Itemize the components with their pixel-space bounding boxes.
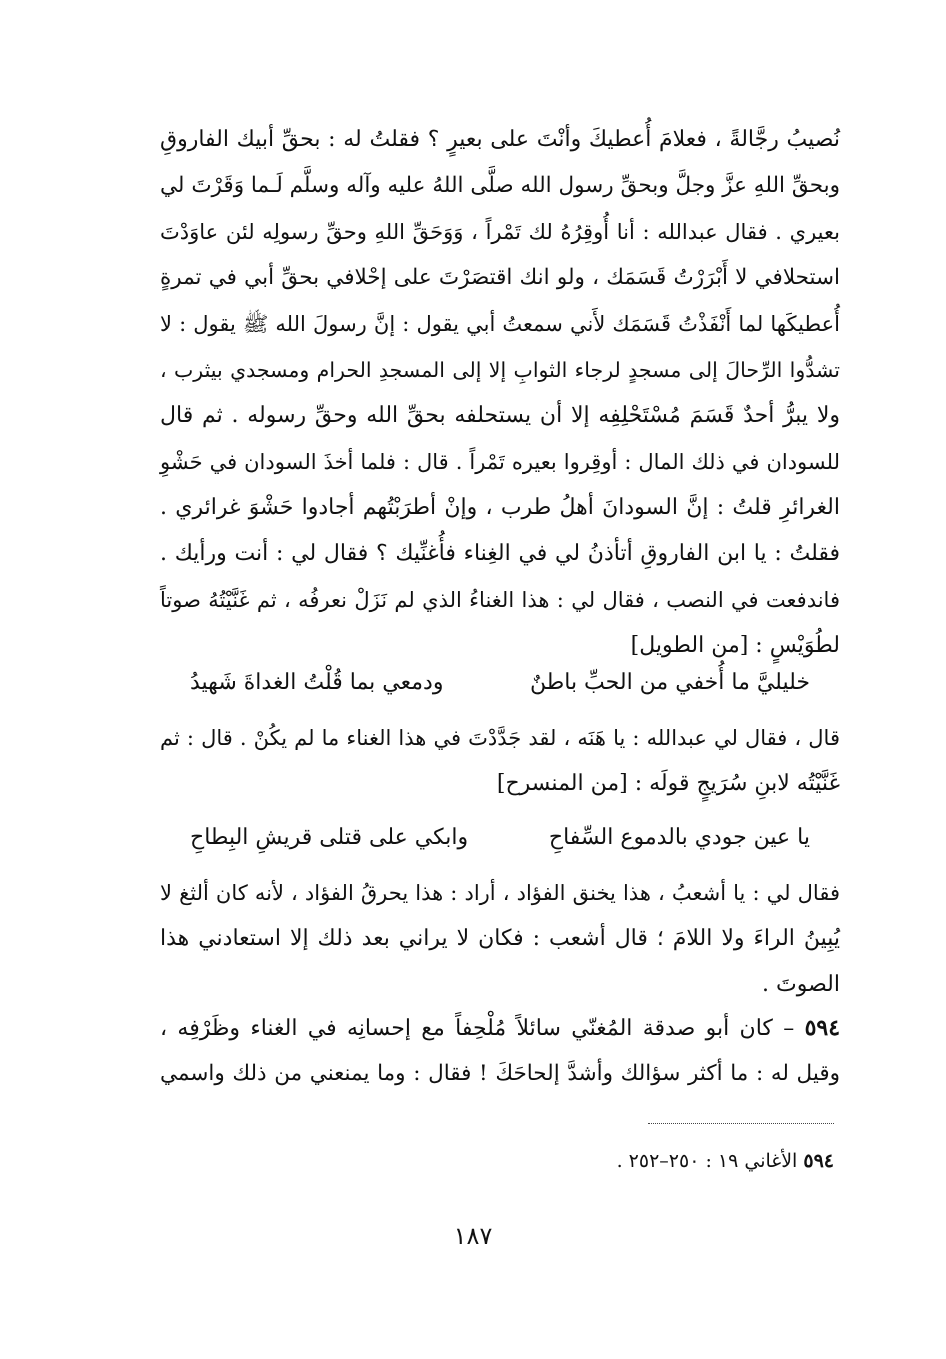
verse-2 [190, 815, 810, 861]
text-line: فقال لي : يا أشعبُ ، هذا يخنق الفؤاد ، أراد : هذا يحرقُ الفؤاد ، لأنه كان ألثغ لا [160, 881, 840, 905]
text-line [160, 1005, 840, 1051]
page-number: ١٨٧ [453, 1222, 493, 1250]
verse-first-hemistich: يا عين جودي بالدموع السِّفاحِ [548, 825, 810, 850]
text-line: يُبِينُ الراءَ ولا اللامَ ؛ قال أشعب : فكان لا يراني بعد ذلك إلا استعادني هذا [160, 926, 840, 951]
footnote [400, 1150, 834, 1172]
text-line: قال ، فقال لي عبدالله : يا هَنَه ، لقد جَدَّدْتَ في هذا الغناء ما لم يكُنْ . قال : ثم [160, 726, 840, 750]
text-line: استحلافي لا أَبْرَرْتُ قَسَمَك ، ولو انك اقتصَرْتَ على إحْلافي بحقِّ أبي في تمرةٍ [160, 265, 840, 290]
entry-text: – كان أبو صدقة المُغنّي سائلاً مُلْحِفاً مع إحسانِه في الغناء وظَرْفِه ، [160, 1016, 795, 1041]
text-line: فقلتُ : يا ابن الفاروقِ أتأذنُ لي في الغِناء فأُغنِّيك ؟ فقال لي : أنت ورأيك . [160, 541, 840, 566]
text-line: الصوتَ . [762, 972, 840, 997]
text-line: فاندفعت في النصب ، فقال لي : هذا الغناءُ الذي لم نَزَلْ نعرفُه ، ثم غَنَّيْتُهُ صوتاً [160, 588, 840, 612]
footnote-number: ٥٩٤ [803, 1150, 834, 1172]
verse-first-hemistich: خليليَّ ما أُخفي من الحبِّ باطنٌ [529, 670, 810, 695]
text-line: الغرائرِ قلتُ : إنَّ السودانَ أهلُ طرب ، وإنْ أطرَبْتُهم أجادوا حَشْوَ غرائري . [160, 495, 840, 520]
text-line: لطُوَيْسٍ : [من الطويل] [630, 633, 840, 658]
footnote-text: الأغاني ١٩ : ٢٥٠–٢٥٢ . [616, 1150, 798, 1172]
text-line: ولا يبرُّ أحدٌ قَسَمَ مُسْتَحْلِفِه إلا أن يستحلفه بحقِّ الله وحقِّ رسوله . ثم قال [160, 403, 840, 428]
text-line: وبحقِّ اللهِ عزَّ وجلَّ وبحقِّ رسول الله صلَّى اللهُ عليه وآله وسلَّم لَـما وَقَرْتَ لي [160, 173, 840, 198]
paragraph-2 [160, 715, 840, 807]
text-line: أُعطيكَها لما أَنْفَذْتُ قَسَمَك لأَني سمعتُ أبي يقول : إنَّ رسولَ الله ﷺ يقول : لا [160, 312, 840, 336]
text-line: بعيري . فقال عبدالله : أنا أُوقِرُهُ لك تَمْراً ، وَوَحَقِّ اللهِ وحقِّ رسولِه لئن عاوَدْتَ [160, 220, 840, 244]
text-line: نُصيبُ رجَّالةً ، فعلامَ أُعطيكَ وأنْتَ على بعيرٍ ؟ فقلتُ له : بحقِّ أبيك الفاروقِ [160, 127, 840, 152]
verse-1 [190, 660, 810, 706]
text-line: تشدُّوا الرِّحالَ إلى مسجدٍ لرجاء الثوابِ إلا إلى المسجدِ الحرام ومسجدي بيثرب ، [160, 358, 840, 382]
text-line: للسودان في ذلك المال : أوقِروا بعيره تَمْراً . قال : فلما أخذَ السودان في حَشْوِ [160, 450, 840, 474]
paragraph-3 [160, 870, 840, 1008]
text-line: وقيل له : ما أكثر سؤالك وأشدَّ إلحاحَكَ ! فقال : وما يمنعني من ذلك واسمي [160, 1061, 840, 1086]
entry-number: ٥٩٤ [804, 1015, 841, 1041]
paragraph-1 [160, 117, 840, 669]
verse-second-hemistich: ودمعي بما قُلْتُ الغداةَ شَهيدُ [190, 670, 444, 695]
footnote-divider [648, 1123, 834, 1124]
verse-second-hemistich: وابكي على قتلى قريشِ البِطاحِ [190, 825, 469, 850]
entry-594 [160, 1005, 840, 1097]
text-line: غَنَّيْتُه لابنِ سُرَيجٍ قولَه : [من المنسرح] [496, 771, 840, 796]
